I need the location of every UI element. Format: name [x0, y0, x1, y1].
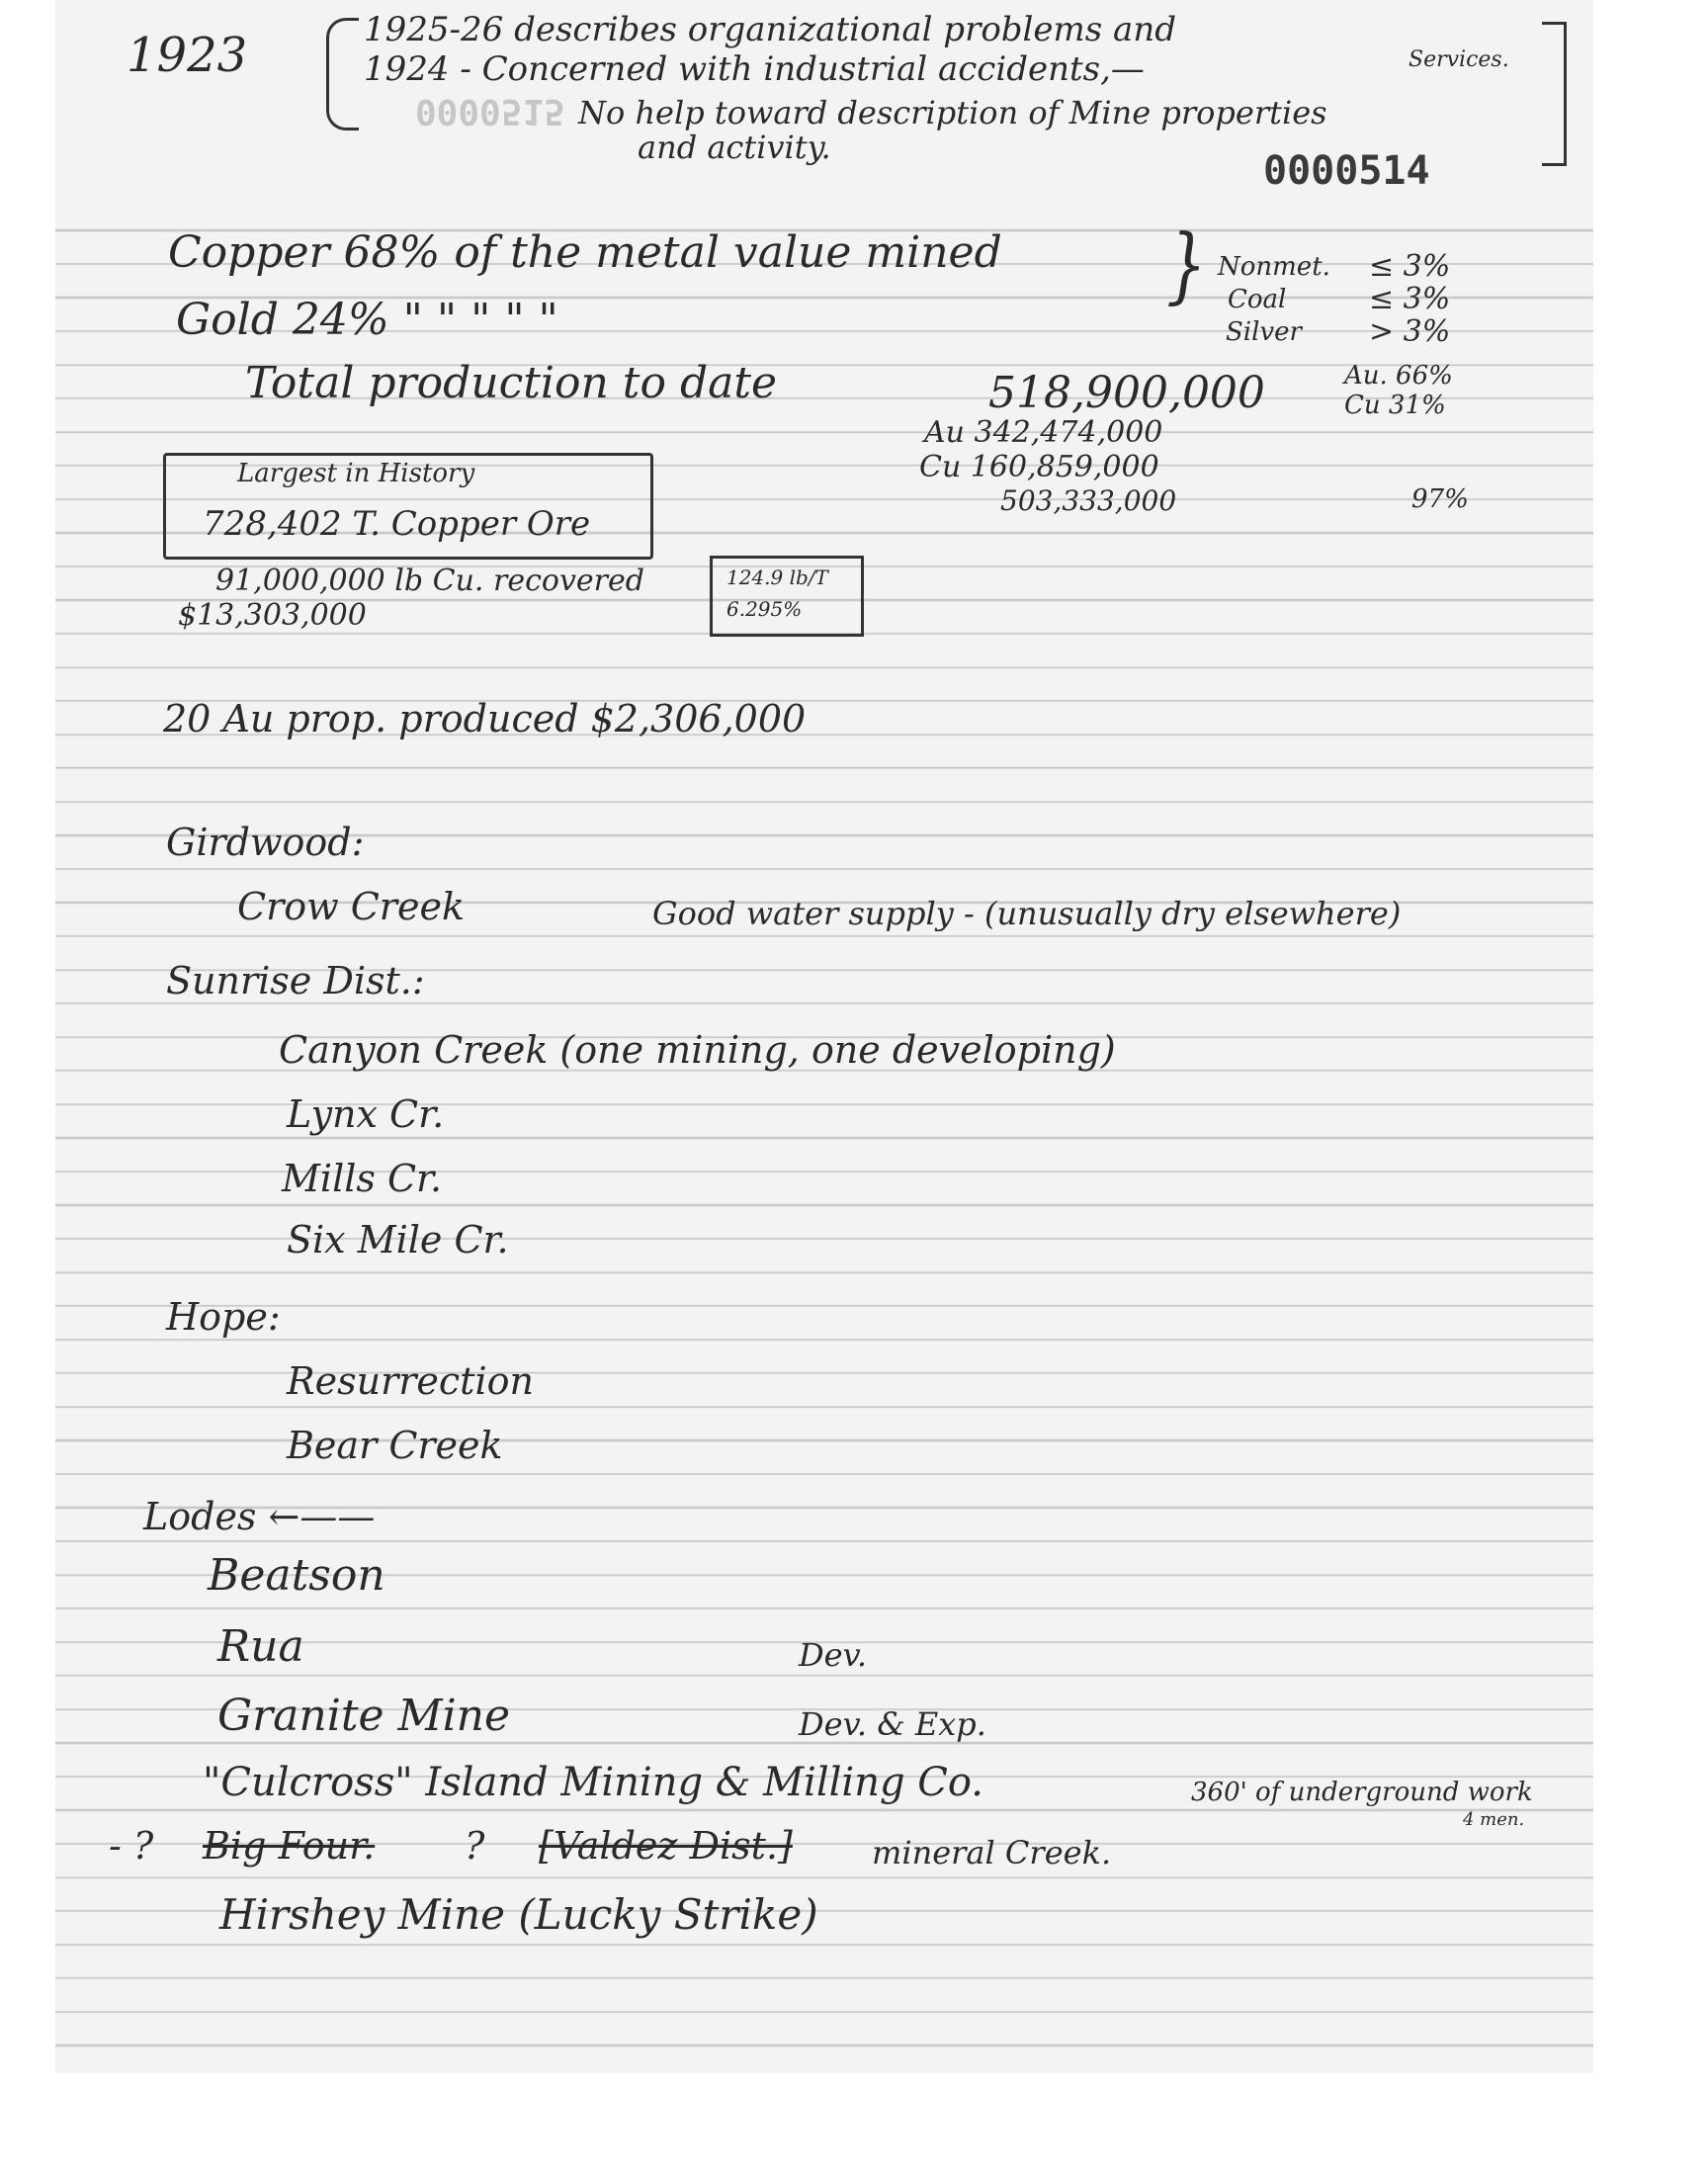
cu-value: Cu 160,859,000: [919, 450, 1159, 484]
culcross-note: 360' of underground work: [1191, 1778, 1533, 1807]
rua-note: Dev.: [799, 1636, 868, 1674]
canyon-creek: Canyon Creek (one mining, one developing): [279, 1028, 1116, 1072]
resurrection: Resurrection: [287, 1359, 534, 1403]
minor-label: Coal: [1228, 285, 1287, 314]
mineral-creek: mineral Creek.: [872, 1834, 1112, 1871]
header-left-brace: [326, 18, 359, 130]
total-production-label: Total production to date: [245, 358, 778, 408]
granite-mine: Granite Mine: [217, 1691, 511, 1741]
sunrise-heading: Sunrise Dist.:: [166, 959, 425, 1002]
cu-percent: Cu 31%: [1344, 391, 1446, 420]
gold-line: Gold 24% " " " " ": [176, 295, 558, 345]
girdwood-heading: Girdwood:: [166, 821, 365, 864]
copper-line: Copper 68% of the metal value mined: [168, 227, 1002, 278]
ghost-stamp: 0000515: [415, 91, 565, 131]
bear-creek: Bear Creek: [287, 1424, 503, 1467]
year-label: 1923: [127, 28, 248, 83]
hirshey-mine: Hirshey Mine (Lucky Strike): [219, 1890, 818, 1939]
minor-label: Silver: [1226, 317, 1302, 347]
culcross: "Culcross" Island Mining & Milling Co.: [203, 1760, 983, 1805]
rua: Rua: [217, 1621, 304, 1672]
ratio-1: 124.9 lb/T: [726, 566, 828, 589]
minor-value: ≤ 3%: [1369, 249, 1451, 284]
largest-lbs: 91,000,000 lb Cu. recovered: [215, 564, 644, 598]
header-line-4: and activity.: [638, 129, 831, 166]
big-four-prefix: - ?: [109, 1824, 154, 1868]
header-line-3: No help toward description of Mine properties: [578, 94, 1327, 131]
au-percent: Au. 66%: [1344, 361, 1453, 391]
page-number-stamp: 0000514: [1263, 148, 1430, 194]
crow-creek-note: Good water supply - (unusually dry elsewhere): [652, 895, 1402, 932]
largest-dollars: $13,303,000: [178, 598, 367, 633]
crow-creek: Crow Creek: [237, 885, 465, 928]
largest-tons: 728,402 T. Copper Ore: [203, 504, 591, 544]
total-production-value: 518,900,000: [988, 368, 1265, 418]
header-services: Services.: [1409, 47, 1509, 72]
big-four: Big Four.: [203, 1824, 376, 1868]
gold-properties-line: 20 Au prop. produced $2,306,000: [163, 697, 807, 740]
minor-label: Nonmet.: [1218, 252, 1330, 282]
minor-value: > 3%: [1369, 314, 1451, 349]
six-mile-creek: Six Mile Cr.: [287, 1218, 509, 1262]
header-line-1: 1925-26 describes organizational problems and: [364, 10, 1176, 49]
beatson: Beatson: [208, 1550, 385, 1601]
side-brace: }: [1166, 218, 1207, 314]
hope-heading: Hope:: [166, 1295, 281, 1339]
ratio-2: 6.295%: [726, 597, 803, 621]
header-right-bracket: [1542, 22, 1567, 166]
mills-creek: Mills Cr.: [282, 1157, 443, 1200]
sum-percent: 97%: [1411, 484, 1469, 514]
minor-value: ≤ 3%: [1369, 282, 1451, 316]
largest-label: Largest in History: [237, 459, 475, 488]
lynx-creek: Lynx Cr.: [287, 1092, 445, 1136]
au-value: Au 342,474,000: [924, 415, 1163, 450]
valdez-district: [Valdez Dist.]: [539, 1824, 793, 1868]
sum-value: 503,333,000: [1000, 484, 1177, 517]
big-four-question: ?: [465, 1824, 485, 1868]
granite-note: Dev. & Exp.: [799, 1705, 986, 1743]
header-line-2: 1924 - Concerned with industrial accidents,—: [364, 49, 1145, 89]
lodes-heading: Lodes ←——: [143, 1495, 376, 1538]
culcross-men: 4 men.: [1463, 1809, 1525, 1830]
